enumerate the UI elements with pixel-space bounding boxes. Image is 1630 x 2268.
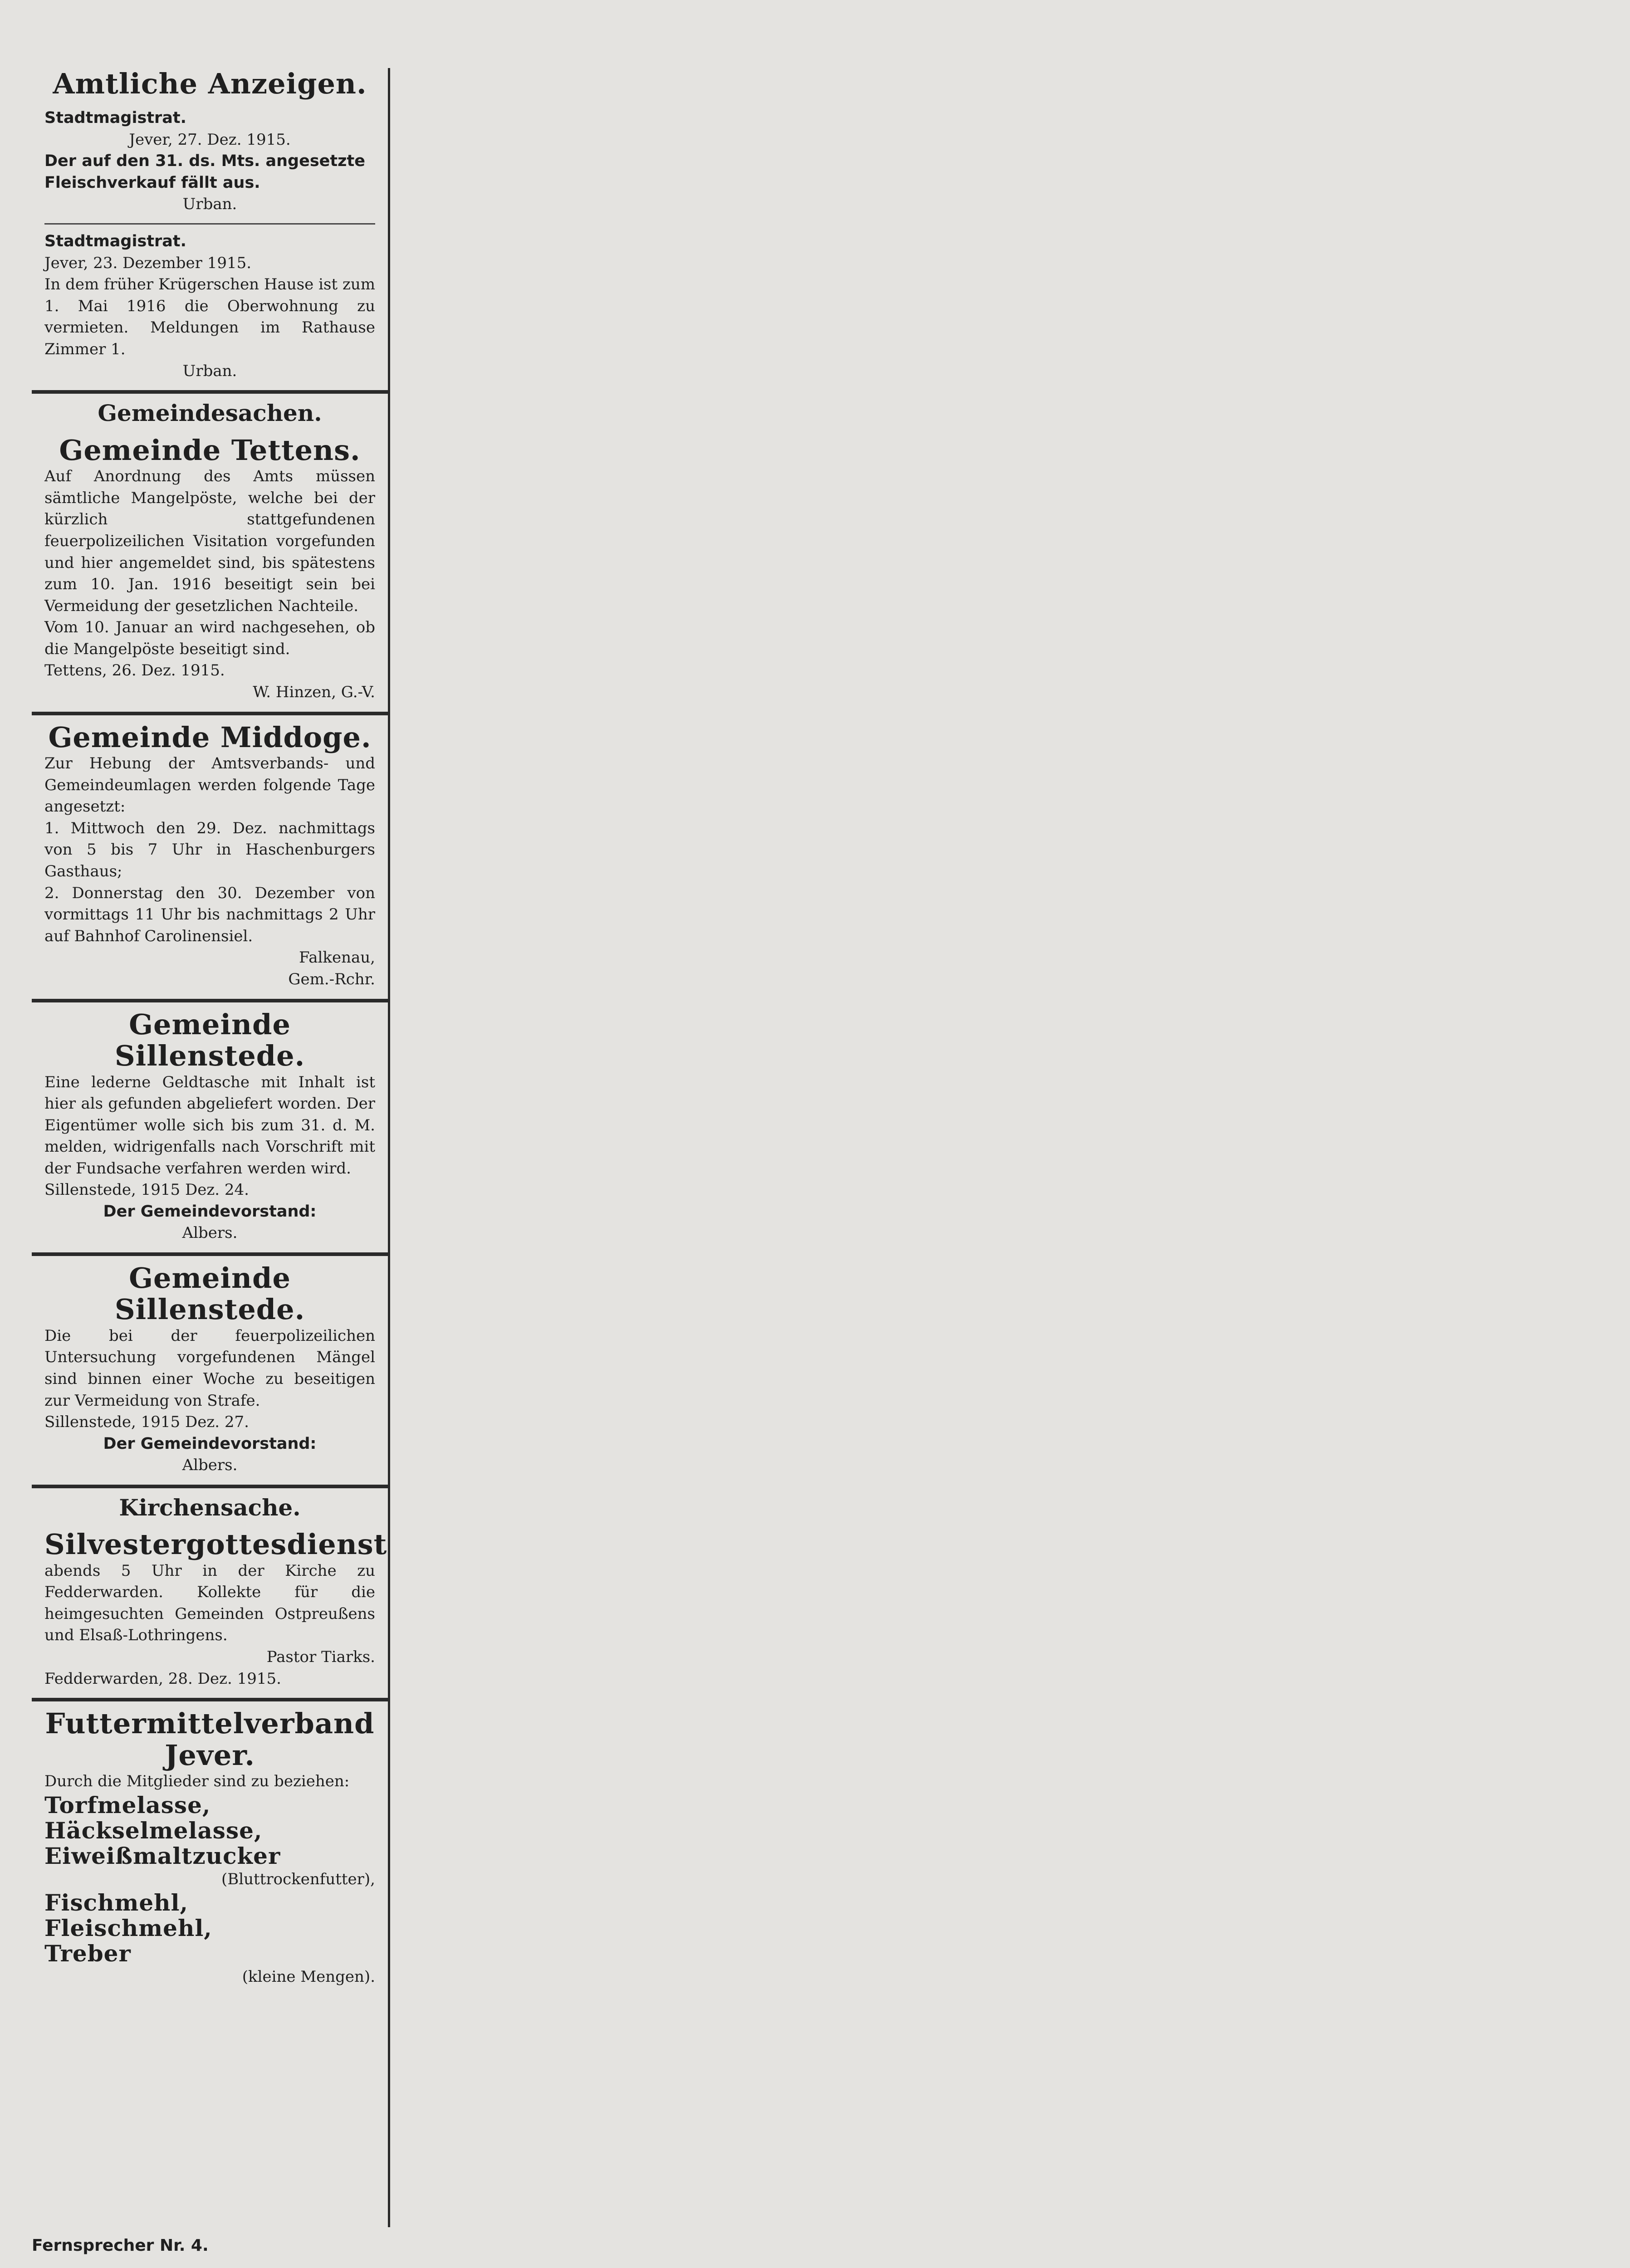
section-title: Gemeindesachen.: [98, 400, 322, 427]
ad-signature: W. Hinzen, G.-V.: [253, 683, 375, 702]
ad-signature: Pastor Tiarks.: [266, 1647, 375, 1666]
ad-note: (kleine Mengen).: [242, 1968, 375, 1986]
ad-signature: Albers.: [182, 1224, 238, 1242]
ad-gemeinde-sillenstede-2: [44, 1262, 375, 1476]
ad-body: Eine lederne Geldtasche mit Inhalt ist hier als gefunden abgeliefert worden. Der Eigentümer wolle sich bis zum 31. d. M. melden, widrigenfalls nach Vorschrift mit der Fundsache verfahren werden wird. Sillenstede, 1915 Dez. 24.: [44, 1073, 375, 1199]
ad-signature: Urban.: [182, 195, 237, 213]
ad-body: Zur Hebung der Amtsverbands- und Gemeindeumlagen werden folgende Tage angesetzt: 1. Mittwoch den 29. Dez. nachmittags von 5 bis 7 Uhr in Haschenburgers Gasthaus; 2. Donnerstag den 30. Dezember von vormittags 11 Uhr bis nachmittags 2 Uhr auf Bahnhof Carolinensiel.: [44, 754, 375, 945]
ad-lead: Stadtmagistrat.: [44, 232, 186, 251]
ad-item: Fischmehl,: [44, 1889, 188, 1916]
ad-bold-text: Der auf den 31. ds. Mts. angesetzte Fleischverkauf fällt aus.: [44, 152, 365, 192]
ad-item: Häckselmelasse,: [44, 1817, 263, 1844]
ad-item: Eiweißmaltzucker: [44, 1842, 281, 1869]
ad-item: Torfmelasse,: [44, 1791, 211, 1818]
ad-gemeinde-sillenstede-1: [44, 1009, 375, 1244]
ad-item: Fleischmehl,: [44, 1915, 212, 1942]
ad-body: Auf Anordnung des Amts müssen sämtliche Mangelpöste, welche bei der kürzlich stattgefundenen feuerpolizeilichen Visitation vorgefunden und hier angemeldet sind, bis spätestens zum 10. Jan. 1916 beseitigt sein bei Vermeidung der gesetzlichen Nachteile. Vom 10. Januar an wird nachgesehen, ob die Mangelpöste beseitigt sind. Tettens, 26. Dez. 1915.: [44, 467, 375, 680]
section-title: Kirchensache.: [119, 1494, 301, 1521]
ad-lead: Der Gemeindevorstand:: [103, 1202, 317, 1221]
ad-headline: Gemeinde Tettens.: [59, 433, 361, 467]
newspaper-page: [32, 68, 1592, 2227]
ad-body: Jever, 23. Dezember 1915. In dem früher Krügerschen Hause ist zum 1. Mai 1916 die Oberwohnung zu vermieten. Meldungen im Rathause Zimmer 1.: [44, 254, 375, 358]
ad-headline: Silvestergottesdienst: [44, 1528, 387, 1561]
ad-body: Die bei der feuerpolizeilichen Untersuchung vorgefundenen Mängel sind binnen einer Woche zu beseitigen zur Vermeidung von Strafe. Sillenstede, 1915 Dez. 27.: [44, 1326, 375, 1432]
ad-headline: Gemeinde Sillenstede.: [114, 1007, 305, 1073]
column-amtliche-anzeigen: [32, 68, 390, 2227]
ad-note: (Bluttrockenfutter),: [221, 1870, 375, 1888]
section-title: Amtliche Anzeigen.: [53, 68, 367, 100]
page-footer: [32, 2236, 1592, 2263]
ad-headline: Futtermittelverband: [45, 1707, 375, 1740]
ad-headline-2: Jever.: [165, 1738, 255, 1772]
footer-phone: Fernsprecher Nr. 4.: [32, 2236, 209, 2255]
ad-date: Jever, 27. Dez. 1915.: [129, 130, 291, 149]
ad-headline: Gemeinde Middoge.: [48, 720, 372, 754]
ad-date: Fedderwarden, 28. Dez. 1915.: [44, 1669, 281, 1688]
ad-item: Treber: [44, 1940, 131, 1967]
ad-signature: Falkenau, Gem.-Rchr.: [288, 948, 375, 989]
ad-futtermittelverband-1: [44, 1708, 375, 1988]
ad-silvestergottesdienst: [44, 1528, 387, 1690]
ad-lead: Stadtmagistrat.: [44, 109, 186, 127]
ad-stadtmagistrat-2: [44, 231, 375, 382]
ad-lead: Der Gemeindevorstand:: [103, 1434, 317, 1453]
ad-gemeinde-middoge: [44, 722, 375, 991]
ad-stadtmagistrat-1: [44, 108, 375, 215]
ad-headline: Gemeinde Sillenstede.: [114, 1261, 305, 1326]
ad-signature: Urban.: [182, 362, 237, 380]
ad-body: abends 5 Uhr in der Kirche zu Fedderwarden. Kollekte für die heimgesuchten Gemeinden Ostpreußens und Elsaß-Lothringens.: [44, 1561, 375, 1645]
ad-gemeinde-tettens: [44, 435, 375, 704]
ad-body: Durch die Mitglieder sind zu beziehen:: [44, 1772, 350, 1790]
ad-signature: Albers.: [182, 1456, 238, 1474]
